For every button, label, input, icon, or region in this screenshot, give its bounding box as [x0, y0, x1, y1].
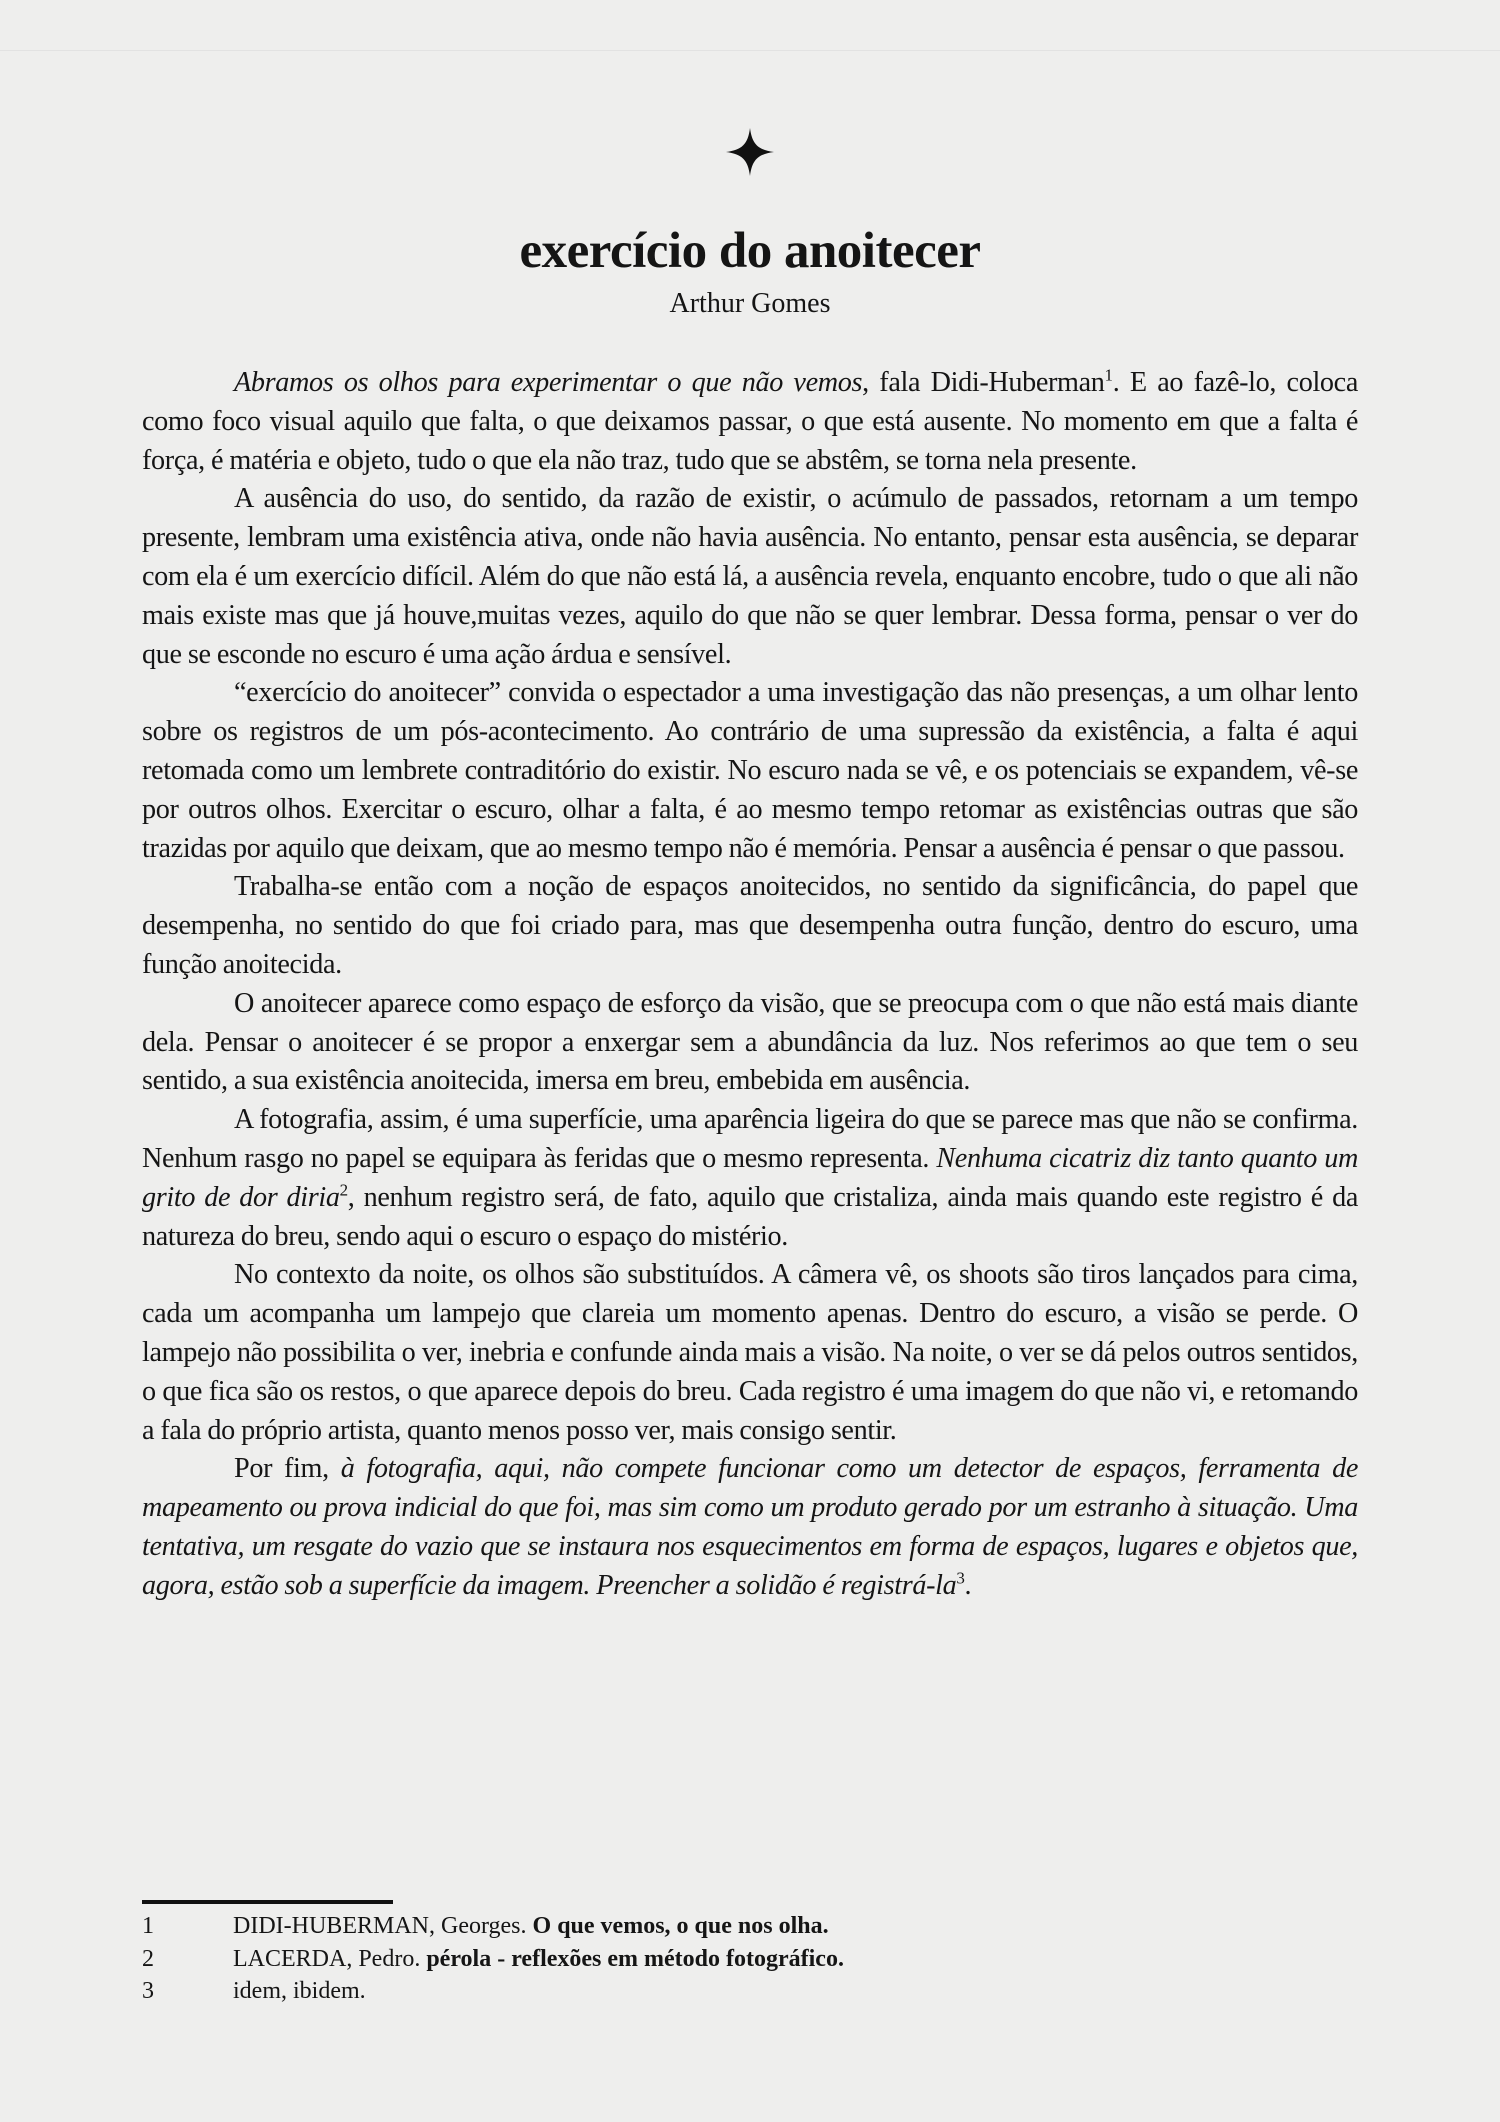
- page-title: exercício do anoitecer: [519, 223, 981, 279]
- footnote-title: O que vemos, o que nos olha.: [532, 1913, 829, 1939]
- text: Por fim,: [234, 1453, 341, 1485]
- footnote-text: [233, 1975, 366, 2008]
- text: , fala Didi-Huberman: [862, 367, 1105, 398]
- text: A fotografia, assim, é uma superfície, uma aparência ligeira do que se parece mas que não se confirma. Nenhum rasgo no papel se equipara às feridas que o mesmo representa.: [142, 1104, 1358, 1174]
- paragraph: [142, 985, 1358, 1101]
- text: O anoitecer aparece como espaço de esforço da visão, que se preocupa com o que não está mais diante dela. Pensar o anoitecer é se propor a enxergar sem a abundância da luz. Nos referimos ao que tem o seu sentido, a sua existência anoitecida, imersa em breu, embebida em ausência.: [142, 987, 1358, 1097]
- footnote-title: pérola - reflexões em método fotográfico.: [426, 1945, 844, 1972]
- footnotes: [142, 1910, 844, 2008]
- text: No contexto da noite, os olhos são substituídos. A câmera vê, os shoots são tiros lançados para cima, cada um acompanha um lampejo que clareia um momento apenas. Dentro do escuro, a visão se perde. O lampejo não possibilita o ver, inebria e confunde ainda mais a visão. Na noite, o ver se dá pelos outros sentidos, o que fica são os restos, o que aparece depois do breu. Cada registro é uma imagem do que não vi, e retomando a fala do próprio artista, quanto menos posso ver, mais consigo sentir.: [142, 1259, 1358, 1446]
- text: , nenhum registro será, de fato, aquilo que cristaliza, ainda mais quando este registro é da natureza do breu, sendo aqui o escuro o espaço do mistério.: [142, 1181, 1358, 1252]
- footnote-text: [233, 1943, 844, 1976]
- footnote-divider: [142, 1900, 393, 1904]
- italic-quote: Abramos os olhos para experimentar o que não vemos: [234, 367, 863, 398]
- text: Trabalha-se então com a noção de espaços anoitecidos, no sentido da significância, do papel que desempenha, no sentido do que foi criado para, mas que desempenha outra função, dentro do escuro, uma função anoitecida.: [142, 871, 1358, 980]
- footnote-number: 1: [142, 1913, 154, 1939]
- paragraph: [142, 674, 1358, 868]
- paragraph: [142, 480, 1358, 674]
- text: A ausência do uso, do sentido, da razão de existir, o acúmulo de passados, retornam a um tempo presente, lembram uma existência ativa, onde não havia ausência. No entanto, pensar esta ausência, se deparar com ela é um exercício difícil. Além do que não está lá, a ausência revela, enquanto encobre, tudo o que ali não mais existe mas que já houve,muitas vezes, aquilo do que não se quer lembrar. Dessa forma, pensar o ver do que se esconde no escuro é uma ação árdua e sensível.: [142, 483, 1358, 670]
- paragraph: [142, 1450, 1358, 1605]
- footnote-author: idem, ibidem.: [233, 1978, 366, 2004]
- italic-quote: à fotografia, aqui, não compete funcionar como um detector de espaços, ferramenta de mapeamento ou prova indicial do que foi, mas sim como um produto gerado por um estranho à situação. Uma tentativa, um resgate do vazio que se instaura nos esquecimentos em forma de espaços, lugares e objetos que, agora, estão sob a superfície da imagem. Preencher a solidão é registrá-la: [142, 1453, 1358, 1601]
- footnote: [142, 1943, 844, 1976]
- text: . E ao fazê-lo, coloca como foco visual aquilo que falta, o que deixamos passar, o que está ausente. No momento em que a falta é força, é matéria e objeto, tudo o que ela não traz, tudo que se abstêm, se torna nela presente.: [142, 367, 1358, 476]
- footnote: [142, 1975, 844, 2008]
- footnote-number: 2: [142, 1945, 154, 1972]
- italic-quote: Nenhuma cicatriz diz tanto quanto um grito de dor diria: [142, 1142, 1358, 1213]
- text: .: [964, 1569, 972, 1601]
- paragraph: [142, 1101, 1358, 1256]
- paragraph: [142, 364, 1358, 480]
- four-point-star-icon: [726, 128, 774, 176]
- footnote-ref: 1: [1104, 365, 1113, 385]
- article-body: [142, 364, 1358, 1606]
- footnote-text: [233, 1910, 829, 1943]
- footnote-ref: 3: [956, 1568, 965, 1588]
- footnote-ref: 2: [339, 1180, 348, 1200]
- author-name: Arthur Gomes: [669, 288, 831, 319]
- footnote-author: DIDI-HUBERMAN, Georges.: [233, 1913, 533, 1939]
- footnote-number: 3: [142, 1978, 154, 2004]
- footnote-author: LACERDA, Pedro.: [233, 1945, 427, 1972]
- page-edge-line: [0, 50, 1500, 51]
- text: “exercício do anoitecer” convida o espectador a uma investigação das não presenças, a um olhar lento sobre os registros de um pós-acontecimento. Ao contrário de uma supressão da existência, a falta é aqui retomada como um lembrete contraditório do existir. No escuro nada se vê, e os potenciais se expandem, vê-se por outros olhos. Exercitar o escuro, olhar a falta, é ao mesmo tempo retomar as existências outras que são trazidas por aquilo que deixam, que ao mesmo tempo não é memória. Pensar a ausência é pensar o que passou.: [142, 677, 1358, 864]
- footnote: [142, 1910, 844, 1943]
- paragraph: [142, 1256, 1358, 1450]
- paragraph: [142, 868, 1358, 984]
